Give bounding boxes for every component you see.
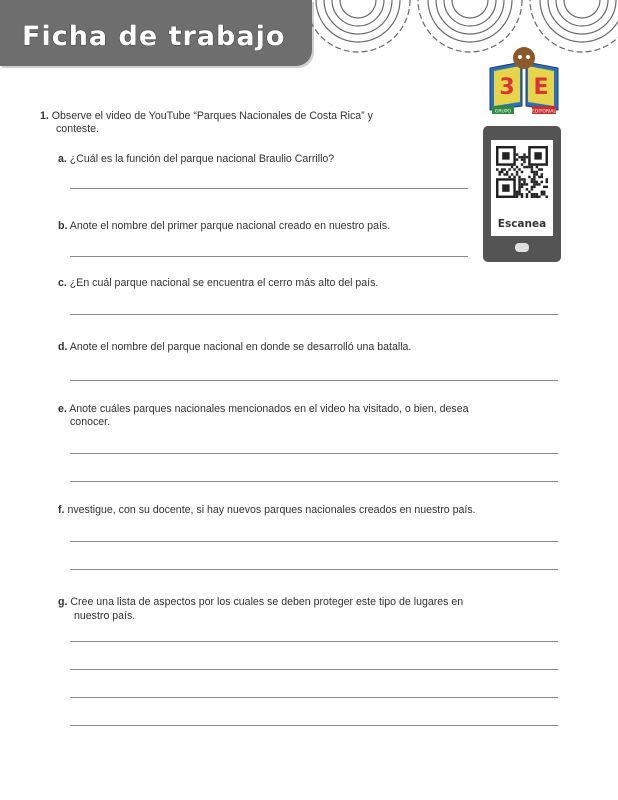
phone-qr-card xyxy=(483,126,561,262)
item-g xyxy=(58,596,463,609)
item-a-text: ¿Cuál es la función del parque nacional Braulio Carrillo? xyxy=(69,153,335,165)
answer-line-g-4[interactable] xyxy=(70,725,558,726)
phone-home-button xyxy=(515,243,529,252)
answer-line-c-1[interactable] xyxy=(70,314,558,315)
item-f-label: f. xyxy=(58,504,65,516)
phone-scan-label: Escanea xyxy=(497,218,547,230)
item-e-text-line1: Anote cuáles parques nacionales mencionados en el video ha visitado, o bien, desea xyxy=(69,403,469,415)
item-b xyxy=(58,220,390,233)
rosette-1 xyxy=(312,0,410,52)
question-number: 1. xyxy=(40,110,49,122)
item-c-text: ¿En cuál parque nacional se encuentra el cerro más alto del país. xyxy=(69,277,379,289)
item-f-text: nvestigue, con su docente, si hay nuevos parques nacionales creados en nuestro país. xyxy=(67,504,476,516)
item-d-text: Anote el nombre del parque nacional en donde se desarrolló una batalla. xyxy=(69,341,412,353)
phone-screen xyxy=(491,140,553,236)
question-1 xyxy=(40,110,373,123)
answer-line-g-3[interactable] xyxy=(70,697,558,698)
mascot-logo xyxy=(486,44,562,118)
item-e-label: e. xyxy=(58,403,67,415)
header-tab xyxy=(0,0,312,66)
answer-line-g-2[interactable] xyxy=(70,669,558,670)
svg-text:3: 3 xyxy=(499,75,515,100)
question-text-line1: Observe el video de YouTube “Parques Nacionales de Costa Rica” y xyxy=(51,110,373,122)
answer-line-b-1[interactable] xyxy=(70,256,468,257)
item-d xyxy=(58,341,411,354)
item-b-label: b. xyxy=(58,220,68,232)
item-g-text-line1: Cree una lista de aspectos por los cuales se deben proteger este tipo de lugares en xyxy=(70,596,464,608)
item-b-text: Anote el nombre del primer parque nacional creado en nuestro país. xyxy=(69,220,391,232)
svg-text:E: E xyxy=(533,75,549,100)
answer-line-f-2[interactable] xyxy=(70,569,558,570)
answer-line-e-1[interactable] xyxy=(70,453,558,454)
item-c xyxy=(58,277,378,290)
item-a xyxy=(58,153,334,166)
answer-line-a-1[interactable] xyxy=(70,188,468,189)
item-f xyxy=(58,504,476,517)
answer-line-e-2[interactable] xyxy=(70,481,558,482)
question-text-line2: conteste. xyxy=(56,123,99,135)
answer-line-d-1[interactable] xyxy=(70,380,558,381)
page-title: Ficha de trabajo xyxy=(22,21,286,52)
item-a-label: a. xyxy=(58,153,67,165)
mascot-tag-left: GRUPO xyxy=(494,109,512,115)
answer-line-f-1[interactable] xyxy=(70,541,558,542)
item-g-label: g. xyxy=(58,596,68,608)
item-e-text-line2: conocer. xyxy=(70,416,111,428)
item-e xyxy=(58,403,469,416)
decorative-rosettes xyxy=(312,0,618,60)
item-c-label: c. xyxy=(58,277,67,289)
answer-line-g-1[interactable] xyxy=(70,641,558,642)
item-d-label: d. xyxy=(58,341,68,353)
qr-code-icon[interactable] xyxy=(496,146,548,198)
mascot-tag-right: EDITORIAL xyxy=(532,109,556,115)
item-g-text-line2: nuestro país. xyxy=(74,610,136,622)
